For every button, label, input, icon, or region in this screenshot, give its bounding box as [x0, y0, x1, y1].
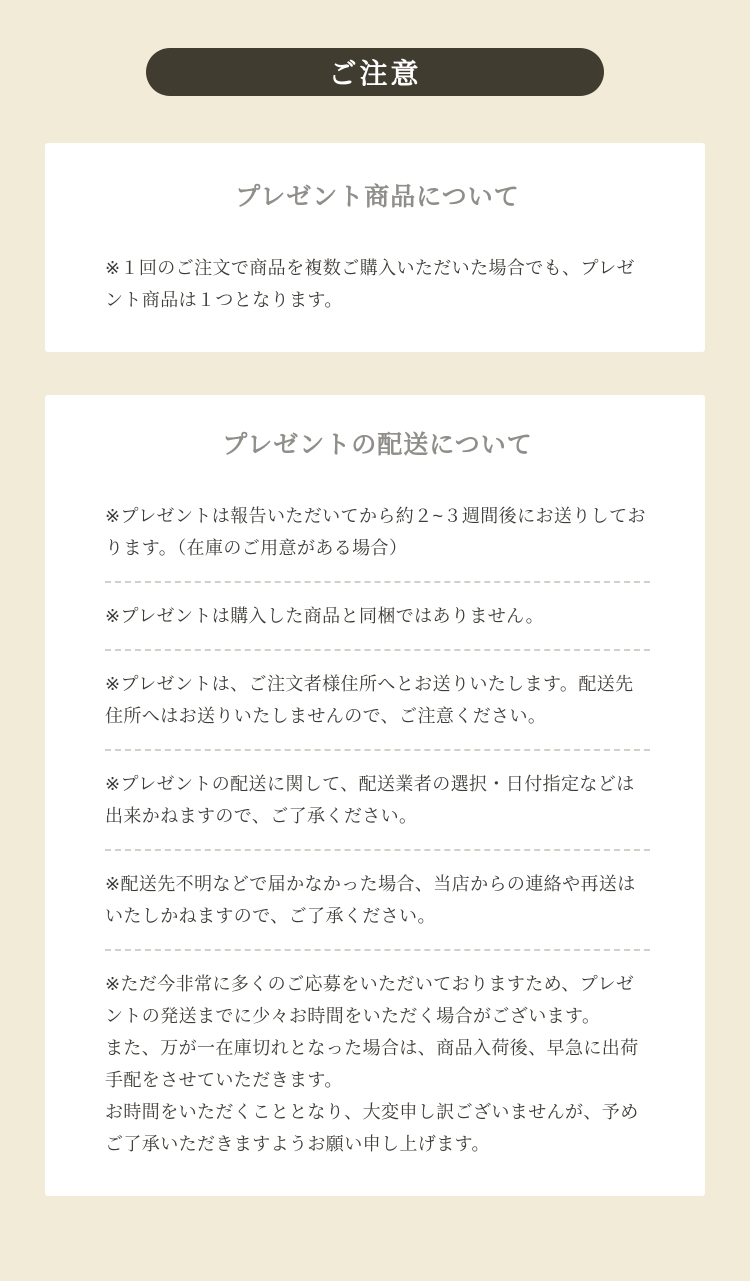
notice-banner-label: ご注意 — [328, 58, 422, 89]
notice-banner — [146, 48, 604, 96]
notice-line: ※１回のご注文で商品を複数ご購入いただいた場合でも、プレゼント商品は１つとなります。 — [105, 258, 635, 310]
notice-item — [105, 583, 650, 651]
notice-line: ※プレゼントの配送に関して、配送業者の選択・日付指定などは出来かねますので、ご了承ください。 — [105, 774, 635, 826]
gift-shipping-card — [45, 395, 705, 1196]
gift-product-card — [45, 143, 705, 352]
notice-line: ※プレゼントは、ご注文者様住所へとお送りいたします。配送先住所へはお送りいたしませんので、ご注意ください。 — [105, 674, 634, 726]
notice-item — [105, 951, 650, 1160]
gift-shipping-card-title: プレゼントの配送について — [222, 431, 533, 459]
notice-item — [105, 751, 650, 851]
notice-item — [105, 651, 650, 751]
notice-line: ※プレゼントは報告いただいてから約２~３週間後にお送りしております。（在庫のご用意がある場合） — [105, 506, 646, 558]
notice-line: お時間をいただくこととなり、大変申し訳ございませんが、予めご了承いただきますようお願い申し上げます。 — [105, 1102, 639, 1154]
notice-item — [105, 252, 650, 316]
notice-item — [105, 500, 650, 583]
page-background — [0, 48, 750, 1281]
notice-line: ※プレゼントは購入した商品と同梱ではありません。 — [105, 606, 545, 626]
notice-line: また、万が一在庫切れとなった場合は、商品入荷後、早急に出荷手配をさせていただきます。 — [105, 1038, 639, 1090]
notice-line: ※配送先不明などで届かなかった場合、当店からの連絡や再送はいたしかねますので、ご了承ください。 — [105, 874, 636, 926]
notice-item — [105, 851, 650, 951]
gift-product-card-title: プレゼント商品について — [235, 183, 520, 211]
notice-line: ※ただ今非常に多くのご応募をいただいておりますため、プレゼントの発送までに少々お時間をいただく場合がございます。 — [105, 974, 635, 1026]
